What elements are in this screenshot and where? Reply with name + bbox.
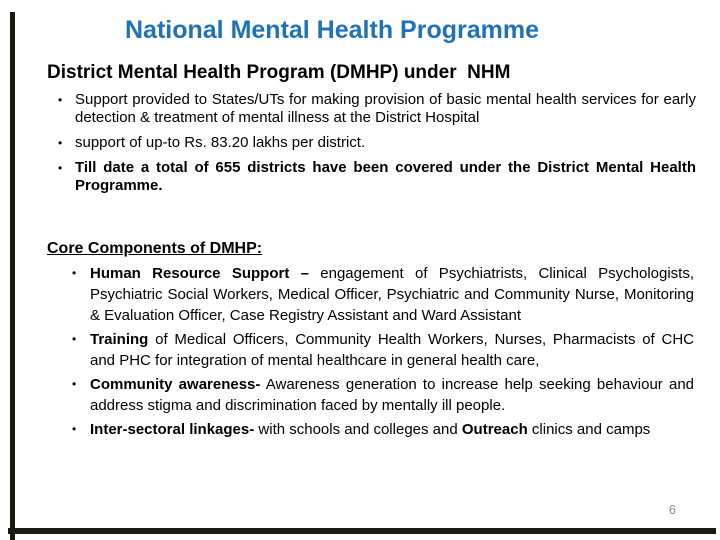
bullet-text: support of up-to Rs. 83.20 lakhs per district.	[75, 134, 366, 151]
list-item	[72, 419, 694, 440]
page-number: 6	[668, 502, 676, 517]
bullet-icon: •	[72, 422, 77, 436]
section-heading: Core Components of DMHP:	[47, 240, 263, 257]
bullet-text: Inter-sectoral linkages- with schools and colleges and Outreach clinics and camps	[90, 421, 651, 438]
bullet-icon: •	[58, 136, 63, 150]
bullet-icon: •	[72, 332, 77, 346]
bullet-icon: •	[58, 93, 63, 107]
list-item	[58, 91, 696, 127]
bullet-text: Human Resource Support – engagement of Psychiatrists, Clinical Psychologists, Psychiatric Social Workers, Medical Officer, Psychiatric and Community Nurse, Monitoring & Evaluation Officer, Case Registry Assistant and Ward Assistant	[90, 265, 695, 324]
bullet-text: Training of Medical Officers, Community Health Workers, Nurses, Pharmacists of CHC and PHC for integration of mental healthcare in general health care,	[90, 331, 694, 369]
bullet-icon: •	[58, 161, 63, 175]
bullet-text: Support provided to States/UTs for making provision of basic mental health services for early detection & treatment of mental illness at the District Hospital	[75, 91, 696, 126]
secondary-bullet-list	[72, 263, 694, 443]
list-item	[72, 374, 694, 416]
bullet-text: Till date a total of 655 districts have been covered under the District Mental Health Programme.	[75, 159, 696, 194]
bullet-text: Community awareness- Awareness generation to increase help seeking behaviour and address stigma and discrimination faced by mentally ill people.	[90, 376, 694, 414]
slide-subtitle: District Mental Health Program (DMHP) under NHM	[47, 62, 511, 83]
bullet-icon: •	[72, 377, 77, 391]
primary-bullet-list	[58, 91, 696, 202]
list-item	[58, 159, 696, 195]
slide-title: National Mental Health Programme	[125, 16, 539, 44]
list-item	[72, 263, 694, 326]
bottom-border-bar	[8, 528, 716, 534]
list-item	[72, 329, 694, 371]
list-item	[58, 134, 696, 152]
left-border-bar	[10, 12, 15, 540]
bullet-icon: •	[72, 266, 77, 280]
